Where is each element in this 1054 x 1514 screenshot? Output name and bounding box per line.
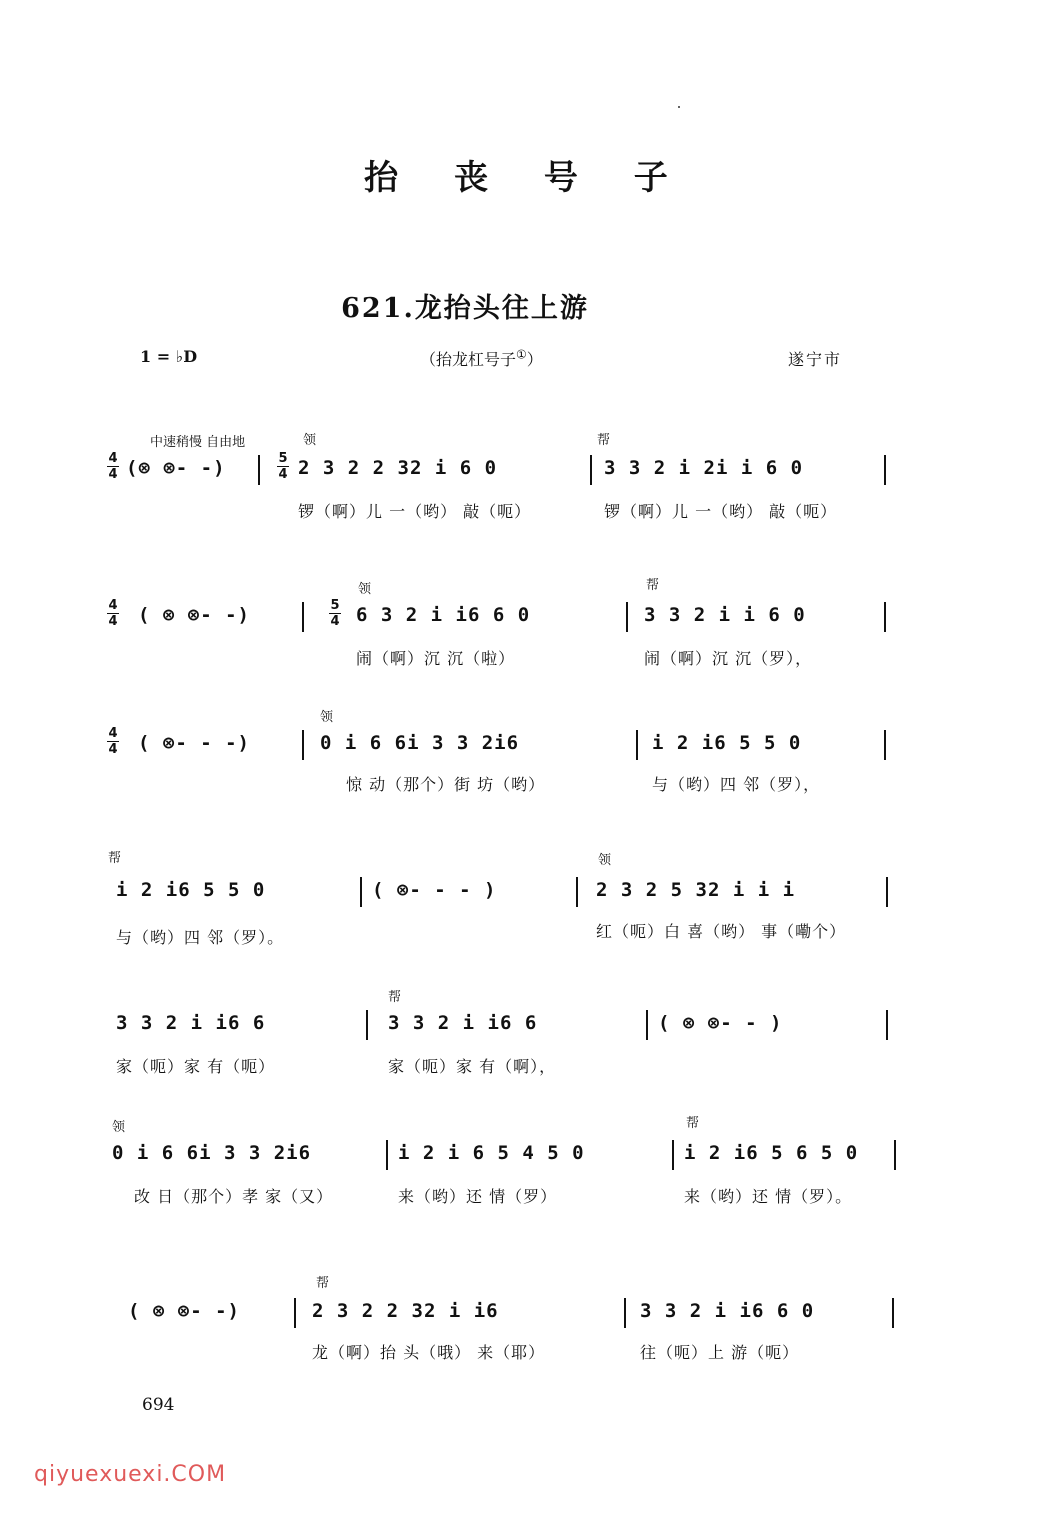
tempo-marking: 中速稍慢 自由地 xyxy=(150,435,246,450)
barline xyxy=(892,1298,894,1328)
lyrics-line: 龙（啊）抬 头（哦） 来（耶） xyxy=(312,1343,546,1362)
notation-lead: 2 3 2 2 32 i 6 0 xyxy=(298,457,498,479)
barline xyxy=(884,602,886,632)
lyrics-line: 与（哟）四 邻（罗）， xyxy=(652,775,821,794)
role-marker-chorus: 帮 xyxy=(108,851,122,866)
song-title: 621.龙抬头往上游 xyxy=(341,293,589,324)
barline xyxy=(646,1010,648,1040)
lyrics-line: 与（哟）四 邻（罗）。 xyxy=(116,928,285,947)
lyrics-line: 闹（啊）沉 沉（啦） xyxy=(356,649,516,668)
notation-intro: ( ⊗ ⊗- -) xyxy=(138,604,250,626)
time-signature: 4 4 xyxy=(108,451,118,482)
stray-mark xyxy=(678,106,680,108)
lyrics-line: 往（呃）上 游（呃） xyxy=(640,1343,800,1362)
subtitle-close: ） xyxy=(526,350,543,369)
notation-lead-2: i 2 i 6 5 4 5 0 xyxy=(398,1142,585,1164)
role-marker-lead: 领 xyxy=(112,1120,126,1135)
barline xyxy=(884,730,886,760)
lyrics-line: 锣（啊）儿 一（哟） 敲（呃） xyxy=(604,502,838,521)
barline xyxy=(366,1010,368,1040)
notation-intro: ( ⊗- - -) xyxy=(138,732,250,754)
notation-chorus: i 2 i6 5 5 0 xyxy=(116,879,266,901)
notation-chorus-2: 3 3 2 i i6 6 0 xyxy=(640,1300,815,1322)
notation-lead: 0 i 6 6i 3 3 2i6 xyxy=(320,732,520,754)
notation-chorus: 2 3 2 2 32 i i6 xyxy=(312,1300,499,1322)
subtitle-text: （抬龙杠号子 xyxy=(420,350,517,369)
notation-lead: 3 3 2 i i6 6 xyxy=(116,1012,266,1034)
section-title: 抬 丧 号 子 xyxy=(364,158,690,198)
lyrics-line: 来（哟）还 情（罗）。 xyxy=(684,1187,853,1206)
lyrics-line: 惊 动（那个）街 坊（哟） xyxy=(346,775,546,794)
role-marker-chorus: 帮 xyxy=(646,578,660,593)
time-signature: 5 4 xyxy=(330,598,340,629)
lyrics-line: 来（哟）还 情（罗） xyxy=(398,1187,558,1206)
watermark: qiyuexuexi.COM xyxy=(34,1462,227,1487)
notation-lead: 2 3 2 5 32 i i i xyxy=(596,879,796,901)
role-marker-lead: 领 xyxy=(320,710,334,725)
footnote-mark: ① xyxy=(516,347,527,362)
role-marker-lead: 领 xyxy=(303,433,317,448)
barline xyxy=(302,602,304,632)
time-signature: 4 4 xyxy=(108,598,118,629)
notation-chorus: 3 3 2 i i 6 0 xyxy=(644,604,806,626)
lyrics-line: 红（呃）白 喜（哟） 事（嘞个） xyxy=(596,922,847,941)
lyrics-line: 锣（啊）儿 一（哟） 敲（呃） xyxy=(298,502,532,521)
lyrics-line: 家（呃）家 有（呃） xyxy=(116,1057,276,1076)
role-marker-chorus: 帮 xyxy=(597,433,611,448)
barline xyxy=(886,1010,888,1040)
notation-chorus: 3 3 2 i 2i i 6 0 xyxy=(604,457,804,479)
barline xyxy=(636,730,638,760)
barline xyxy=(576,877,578,907)
lyrics-line: 改 日（那个）孝 家（又） xyxy=(134,1187,334,1206)
role-marker-chorus: 帮 xyxy=(686,1116,700,1131)
barline xyxy=(884,455,886,485)
time-signature: 4 4 xyxy=(108,726,118,757)
barline xyxy=(626,602,628,632)
barline xyxy=(386,1140,388,1170)
barline xyxy=(258,455,260,485)
region-label: 遂宁市 xyxy=(788,350,843,369)
role-marker-lead: 领 xyxy=(358,582,372,597)
notation-interlude: ( ⊗ ⊗- - ) xyxy=(658,1012,783,1034)
song-subtitle xyxy=(420,347,543,370)
notation-chorus: 3 3 2 i i6 6 xyxy=(388,1012,538,1034)
role-marker-chorus: 帮 xyxy=(316,1276,330,1291)
page-number: 694 xyxy=(142,1395,175,1415)
role-marker-chorus: 帮 xyxy=(388,990,402,1005)
notation-chorus: i 2 i6 5 6 5 0 xyxy=(684,1142,859,1164)
barline xyxy=(302,730,304,760)
barline xyxy=(294,1298,296,1328)
notation-intro: ( ⊗ ⊗- -) xyxy=(128,1300,240,1322)
barline xyxy=(886,877,888,907)
notation-lead-2: i 2 i6 5 5 0 xyxy=(652,732,802,754)
time-signature: 5 4 xyxy=(278,451,288,482)
barline xyxy=(894,1140,896,1170)
barline xyxy=(624,1298,626,1328)
lyrics-line: 家（呃）家 有（啊）， xyxy=(388,1057,557,1076)
notation-intro: (⊗ ⊗- -) xyxy=(126,457,226,479)
barline xyxy=(360,877,362,907)
notation-lead: 6 3 2 i i6 6 0 xyxy=(356,604,531,626)
barline xyxy=(590,455,592,485)
role-marker-lead: 领 xyxy=(598,853,612,868)
notation-interlude: ( ⊗- - - ) xyxy=(372,879,497,901)
barline xyxy=(672,1140,674,1170)
notation-lead: 0 i 6 6i 3 3 2i6 xyxy=(112,1142,312,1164)
lyrics-line: 闹（啊）沉 沉（罗）， xyxy=(644,649,813,668)
key-signature: 1 = ♭D xyxy=(140,347,198,366)
